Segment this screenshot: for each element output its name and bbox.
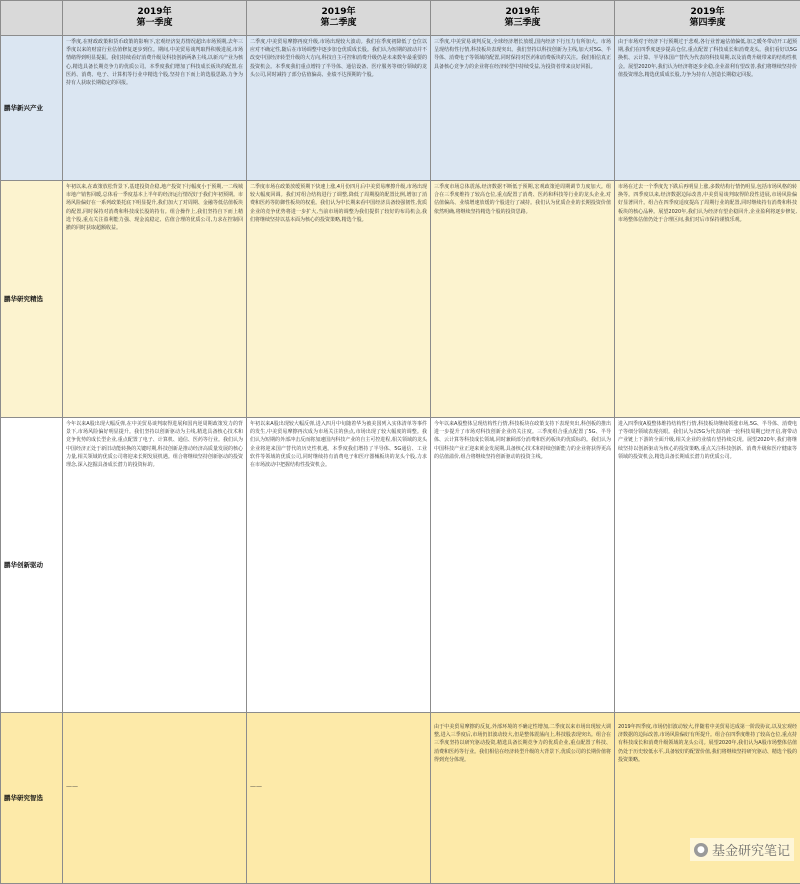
table-row [1, 181, 800, 418]
commentary-cell: 今年以来A股出现大幅反弹,在中美贸易谈判取得进展和国内逆周期政策发力的背景下,市场风险偏好明显提升。我们坚持以创新驱动为主线,精选具备核心技术和竞争优势的成长型企业,重点配置了电子、计算机、通信、医药等行业。我们认为中国经济正处于新旧动能转换的关键时期,科技创新是推动经济高质量发展的核心力量,相关领域的优质公司将迎来长期发展机遇。组合将继续坚持创新驱动的投资理念,深入挖掘具备成长潜力的投资标的。 [63, 418, 247, 713]
table-row [1, 36, 800, 181]
commentary-cell: 由于中美贸易摩擦的反复,外部环境的不确定性增加,二季度以来市场出现较大调整,进入三季度后,市场仍旧波动较大,但是整体震荡向上,科技股表现突出。组合在三季度坚持以研究驱动投资,精选具备长期竞争力的优质企业,重点配置了科技、消费和医药等行业。我们相信在经济转型升级的大背景下,优质公司的长期价值将得到充分体现。 [431, 713, 615, 884]
commentary-cell: 年初以来A股出现较大幅反弹,进入四月中旬随着华为被美国列入实体清单等事件的发生,中美贸易摩擦再次成为市场关注的焦点,市场出现了较大幅度的调整。我们认为短期的外部冲击反而将加速国内科技产业的自主可控进程,相关领域的龙头企业将迎来国产替代的历史性机遇。本季度我们增持了半导体、5G通信、工业软件等领域的优质公司,同时继续持有消费电子和医疗器械板块的龙头个股,力求在市场波动中把握结构性投资机会。 [247, 418, 431, 713]
commentary-cell: 二季度市场在政策放缓预期下快速上涨,4月份四月后中美贸易摩擦升级,市场出现较大幅度回调。我们对组合结构进行了调整,降低了周期股的配置比例,增加了消费和医药等防御性板块的权重。我们认为中长期来看中国经济具备较强韧性,优质企业的竞争优势将进一步扩大,当前市场的调整为我们提供了较好的布局机会,我们将继续坚持以基本面为核心的投资策略,精选个股。 [247, 181, 431, 418]
corner-cell [1, 1, 63, 36]
header-q1: 2019年 第一季度 [63, 1, 247, 36]
commentary-cell: 三季度市场总体震荡,经济数据不断低于预期,宏观政策逆周期调节力度加大。组合在三季度维持了较高仓位,重点配置了消费、医药和科技等行业的龙头企业,对估值偏高、业绩增速放缓的个股进行了减持。我们认为优质企业的长期投资价值依然明确,将继续坚持精选个股的投资思路。 [431, 181, 615, 418]
wechat-icon: ● [694, 843, 708, 857]
commentary-cell: 二季度,中美贸易摩擦再度升级,市场出现较大波动。我们在季度初降低了仓位以应对不确定性,随后在市场调整中逐步加仓优质成长股。我们认为短期的波动并不改变中国经济转型升级的大方向,科技自主可控和消费升级仍是未来数年最重要的投资机会。本季度我们重点增持了半导体、通信设备、医疗服务等细分领域的龙头公司,同时减持了部分估值偏高、业绩不达预期的个股。 [247, 36, 431, 181]
commentary-cell: 年初以来,在政策放松背景下,基建投资企稳,地产投资下行幅度小于预期,一二线城市地产销售回暖,总体看一季度基本上半年的经济运行情况好于我们年初预期。市场风险偏好在一系列政策托底下明显提升,我们加大了对周期、金融等低估值板块的配置,同时保持对消费和科技成长股的持有。组合操作上,我们坚持自下而上精选个股,重点关注盈利能力强、现金流稳定、估值合理的优质公司,力求在控制回撤的同时获取超额收益。 [63, 181, 247, 418]
fund-name: 鹏华研究智选 [1, 713, 63, 884]
header-q3: 2019年 第三季度 [431, 1, 615, 36]
table-row [1, 713, 800, 884]
commentary-cell: 一季度,在财政政策和货币政策的影响下,宏观经济复苏情况超出市场预期,去年三季度以来的财富行业估值修复逐步到位。期间,中美贸易谈判取得积极进展,市场情绪得到明显提振。我们持续看好消费升级及科技创新两条主线,以新兴产业为核心,精选具备长期竞争力的优质公司。本季度我们增加了科技成长板块的配置,在医药、消费、电子、计算机等行业中精选个股,坚持自下而上的选股思路,力争为持有人获取长期稳定的回报。 [63, 36, 247, 181]
fund-name: 鹏华创新驱动 [1, 418, 63, 713]
fund-name: 鹏华新兴产业 [1, 36, 63, 181]
fund-name: 鹏华研究精选 [1, 181, 63, 418]
commentary-cell: 今年以来A股整体呈现结构性行情,科技板块在政策支持下表现突出,科创板的推出进一步提升了市场对科技创新企业的关注度。三季度组合重点配置了5G、半导体、云计算等科技成长领域,同时兼顾部分消费和医药板块的优质标的。我们认为中国科技产业正迎来黄金发展期,具备核心技术和持续创新能力的企业将获得更高的估值溢价,组合将继续坚持创新驱动的投资主线。 [431, 418, 615, 713]
header-q2: 2019年 第二季度 [247, 1, 431, 36]
watermark-text: 基金研究笔记 [712, 840, 790, 859]
header-q4: 2019年 第四季度 [615, 1, 800, 36]
commentary-cell: 三季度,中美贸易谈判反复,全球经济增长放缓,国内经济下行压力有所加大。市场呈现结构性行情,科技板块表现突出。我们坚持以科技创新为主线,加大对5G、半导体、消费电子等领域的配置,同时保持对医药和消费板块的关注。我们相信真正具备核心竞争力的企业将在经济转型中持续受益,为投资者带来良好回报。 [431, 36, 615, 181]
commentary-cell: —— [247, 713, 431, 884]
commentary-cell: 市场在过去一个季度先下跌后再明显上涨,多数结构行情仍明显,包括市场风格的转换等。四季度以来,经济数据边际改善,中美贸易谈判取得阶段性进展,市场风险偏好显著回升。组合在四季度适度提高了周期行业的配置,同时继续持有消费和科技板块的核心品种。展望2020年,我们认为经济有望企稳回升,企业盈利将逐步修复,市场整体估值仍处于合理区间,我们对后市保持谨慎乐观。 [615, 181, 800, 418]
table-row [1, 418, 800, 713]
commentary-cell: —— [63, 713, 247, 884]
commentary-cell: 2019年四季度,市场仍旧波动较大,伴随着中美贸易达成第一阶段协议,以及宏观经济数据的边际改善,市场风险偏好有所提升。组合在四季度维持了较高仓位,重点持有科技成长和消费升级领域的龙头公司。展望2020年,我们认为A股市场整体估值仍处于历史较低水平,具备较好的配置价值,我们将继续坚持研究驱动、精选个股的投资策略。 [615, 713, 800, 884]
commentary-cell: 进入四季度A股整体维持结构性行情,科技板块继续领涨市场,5G、半导体、消费电子等细分领域表现亮眼。我们认为以5G为代表的新一轮科技周期已经开启,将带动产业链上下游的全面升级,相关企业的业绩有望持续兑现。展望2020年,我们将继续坚持以创新驱动为核心的投资策略,重点关注科技创新、消费升级和医疗健康等领域的投资机会,精选具备长期成长潜力的优质公司。 [615, 418, 800, 713]
source-watermark [690, 838, 794, 861]
header-row [1, 1, 800, 36]
commentary-cell: 由于市场对于经济下行预期过于悲观,各行业普遍估值偏低,加之暖冬带动开工超预期,我们在四季度逐步提高仓位,重点配置了科技成长和消费龙头。我们看好以5G换机、云计算、半导体国产替代为代表的科技周期,以及消费升级带来的结构性机会。展望2020年,我们认为经济将逐步企稳,企业盈利有望改善,我们将继续坚持价值投资理念,精选优质成长股,力争为持有人创造长期稳定回报。 [615, 36, 800, 181]
